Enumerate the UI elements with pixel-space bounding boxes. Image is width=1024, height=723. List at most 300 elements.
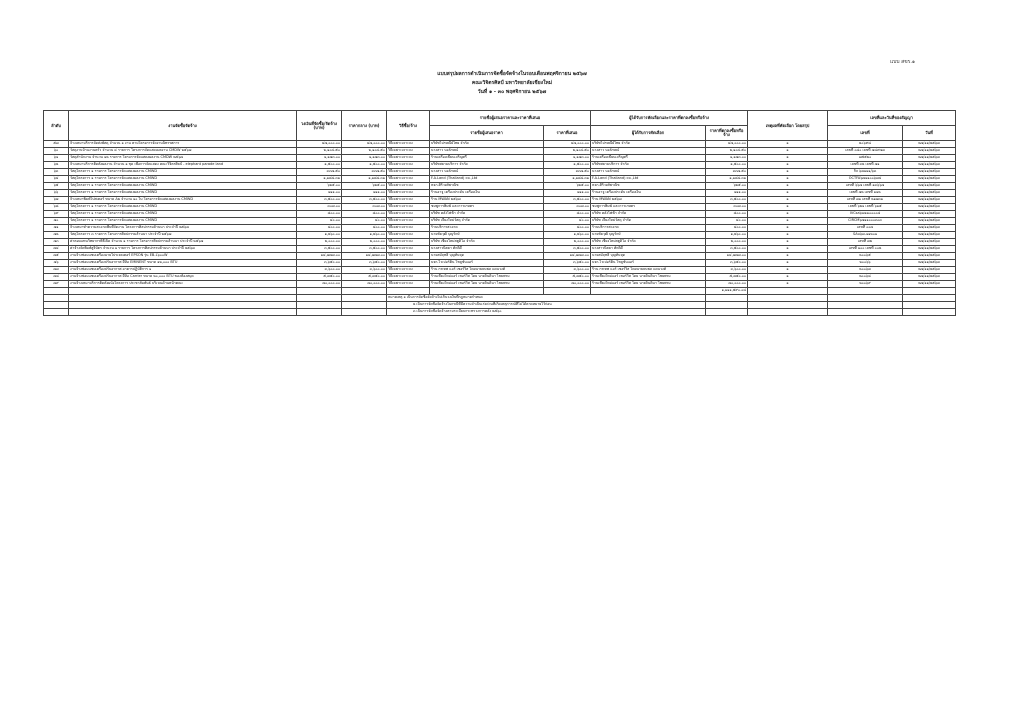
row-contract-date: ๒๗/๑๑/๒๕๖๗ — [903, 253, 956, 260]
row-reason: ๑ — [748, 211, 828, 218]
row-winner: บริษัท เชียงใหม่สตูดิโอ จำกัด — [591, 239, 706, 246]
row-winner: ชมพูการพิมพ์ และการเกษตร — [591, 204, 706, 211]
row-median: ๑๔,๗๗๗.๐๐ — [342, 253, 387, 260]
row-contract-date: ๒๗/๑๑/๒๕๖๗ — [903, 239, 956, 246]
row-budget: ๓,๕๐๐.๐๐ — [297, 246, 342, 253]
row-budget: ๗๐,๐๐๐.๐๐ — [297, 281, 342, 288]
col-header-bidders-group: รายชื่อผู้เสนอราคาและราคาที่เสนอ — [430, 111, 591, 126]
row-bidder: ร้านอาจู เครื่องประดับ เครื่องเงิน — [430, 190, 544, 197]
row-item: จ้างเหมาบริการจัดส่งพัสดุ จำนวน ๑ งาน ตามโครงการจัดงานนิทรรศการ — [69, 141, 297, 148]
row-budget: ๘๐๐.๐๐ — [297, 211, 342, 218]
row-method: วิธีเฉพาะเจาะจง — [387, 183, 430, 190]
procurement-table — [43, 110, 956, 316]
row-median: ๒,๐๐๐.๐๐ — [342, 239, 387, 246]
row-contract-no: ๒๐๖๙๘ — [828, 141, 903, 148]
row-contract-date: ๒๗/๑๑/๒๕๖๗ — [903, 183, 956, 190]
row-item: จ้างเหมาบริการติดตั้งผลงาน จำนวน ๑ ชุด เพื่อการจัดแสดง คณะวิจิตรศิลป์ - elephant parade land — [69, 162, 297, 169]
table-row — [44, 239, 956, 246]
row-no: ๖๙ — [44, 211, 69, 218]
row-winner: ร้านบริการสะอาด — [591, 225, 706, 232]
row-winner: บริษัท เจียงใหม่วัสดุ จำกัด — [591, 218, 706, 225]
row-no: ๖๕ — [44, 183, 69, 190]
row-reason: ๑ — [748, 232, 828, 239]
row-bid-price: ๔๗,๐๐๐.๐๐ — [544, 141, 591, 148]
row-item: วัสดุโครงการ ๑ รายการ โครงการจัดแสดงผลงาน CMWD — [69, 211, 297, 218]
row-winner: บริษัทไปรษณีย์ไทย จำกัด — [591, 141, 706, 148]
row-item: ค่าตอบแทนวิทยากรพิธีเปิด จำนวน ๑ รายการ โครงการศิลปกรรมล้านนา ประจำปี ๒๕๖๗ — [69, 239, 297, 246]
row-contract-no: เลขที่ ๓๒ เลขที่ ๗๑ — [828, 162, 903, 169]
row-winner: ร้าน MWAN ๒๕๖๗ — [591, 197, 706, 204]
table-row — [44, 197, 956, 204]
row-bidder: ร้านเชียงใหม่แอร์ เซอร์วิส โดย นายจินดินา ไชยพรม — [430, 281, 544, 288]
row-item: จ้างเหมาทำความสะอาดพื้นที่จัดงาน โครงการศิลปกรรมล้านนา ประจำปี ๒๕๖๗ — [69, 225, 297, 232]
row-agreed-price: ๑,๑๘๔.๓๑ — [706, 176, 748, 183]
row-contract-no: ๒๐๐๖๖ — [828, 260, 903, 267]
row-contract-date: ๒๗/๑๑/๒๕๖๗ — [903, 211, 956, 218]
notes-row — [44, 295, 956, 302]
table-row — [44, 246, 956, 253]
row-winner: หจก.ศิริวงศ์พาณิช — [591, 183, 706, 190]
row-budget: ๑,๒๖๐.๐๐ — [297, 232, 342, 239]
row-bid-price: ๒,๐๐๐.๐๐ — [544, 239, 591, 246]
row-method: วิธีเฉพาะเจาะจง — [387, 204, 430, 211]
row-no: ๗๑ — [44, 225, 69, 232]
row-item: งานจ้างซ่อมแซมเครื่องปรับอากาศ ยี่ห้อ EMINENT ขนาด ๑๒,๐๐๐ BTU — [69, 260, 297, 267]
row-no: ๗๔ — [44, 246, 69, 253]
row-item: วัสดุโครงการ ๑ รายการ โครงการจัดแสดงผลงาน CMWD — [69, 190, 297, 197]
row-bid-price: ๓,๕๐๐.๐๐ — [544, 197, 591, 204]
row-median: ๒,๑๐๔.๕๐ — [342, 148, 387, 155]
row-bidder: ร้านเครื่องเขียนเจริญศรี — [430, 155, 544, 162]
row-no: ๗๕ — [44, 253, 69, 260]
row-budget: ๓๐๗.๐๐ — [297, 204, 342, 211]
row-reason: ๑ — [748, 162, 828, 169]
row-budget: ๓,๕๐๐.๐๐ — [297, 197, 342, 204]
row-median: ๕,๗๕๐.๐๐ — [342, 274, 387, 281]
row-budget: ๓,๖๐๐.๐๐ — [297, 267, 342, 274]
col-header-budget: วงเงินที่จัดซื้อ/จัดจ้าง (บาท) — [297, 111, 342, 141]
row-budget: ๔๗,๐๐๐.๐๐ — [297, 141, 342, 148]
row-bidder: บริษัท คลังไฟฟ้า จำกัด — [430, 211, 544, 218]
table-row — [44, 281, 956, 288]
col-header-contract-no: เลขที่ — [828, 126, 903, 141]
row-reason: ๑ — [748, 183, 828, 190]
row-contract-date: ๒๗/๑๑/๒๕๖๗ — [903, 246, 956, 253]
row-no: ๖๑ — [44, 155, 69, 162]
row-bidder: บริษัท เชียงใหม่สตูดิโอ จำกัด — [430, 239, 544, 246]
row-winner: บริษัทสยามบริการ จำกัด — [591, 162, 706, 169]
col-header-agreed-price: ราคาที่ตกลงซื้อหรือจ้าง — [706, 126, 748, 141]
row-contract-no: เลขที่ ๗๒ เลขที่ ๑๑๒ — [828, 190, 903, 197]
row-bid-price: ๒,๑๐๔.๕๐ — [544, 148, 591, 155]
row-no: ๖๒ — [44, 162, 69, 169]
row-agreed-price: ๑,๒๖๐.๐๐ — [706, 232, 748, 239]
row-method: วิธีเฉพาะเจาะจง — [387, 267, 430, 274]
row-median: ๓,๕๐๐.๐๐ — [342, 197, 387, 204]
row-agreed-price: ๑๔,๗๗๗.๐๐ — [706, 253, 748, 260]
row-reason: ๑ — [748, 204, 828, 211]
row-budget: ๒,๑๐๔.๕๐ — [297, 148, 342, 155]
row-reason: ๑ — [748, 274, 828, 281]
row-method: วิธีเฉพาะเจาะจง — [387, 281, 430, 288]
row-no: ๖๖ — [44, 190, 69, 197]
row-method: วิธีเฉพาะเจาะจง — [387, 211, 430, 218]
row-agreed-price: ๖๒๕.๐๐ — [706, 183, 748, 190]
table-row — [44, 141, 956, 148]
col-header-bidder-name: รายชื่อผู้เสนอราคา — [430, 126, 544, 141]
row-no: ๗๖ — [44, 260, 69, 267]
row-contract-no: ๒๐๐๖๗ — [828, 267, 903, 274]
row-no: ๖๗ — [44, 197, 69, 204]
row-median: ๓,๕๐๐.๐๐ — [342, 246, 387, 253]
row-agreed-price: ๗๐,๐๐๐.๐๐ — [706, 281, 748, 288]
row-contract-date: ๒๗/๑๑/๒๕๖๗ — [903, 190, 956, 197]
row-budget: ๑๔,๗๗๗.๐๐ — [297, 253, 342, 260]
row-bidder: ชมพูการพิมพ์ และการเกษตร — [430, 204, 544, 211]
row-contract-date: ๒๗/๑๑/๒๕๖๗ — [903, 204, 956, 211]
row-contract-date: ๒๗/๑๑/๒๕๖๗ — [903, 176, 956, 183]
row-contract-date: ๒๗/๑๑/๒๕๖๗ — [903, 260, 956, 267]
row-winner: ร้านอาจู เครื่องประดับ เครื่องเงิน — [591, 190, 706, 197]
row-agreed-price: ๑๑๑.๐๐ — [706, 190, 748, 197]
row-bidder: F.A.Land (Thailand) co.,Ltd — [430, 176, 544, 183]
row-median: ๑,๑๘๔.๓๑ — [342, 176, 387, 183]
row-contract-no: เลขที่ ๗๑ เลขที่ ๒๑๗๓๑ — [828, 197, 903, 204]
row-contract-no: CIRCM๖๗๑๑๐๐๐๓๐๓ — [828, 218, 903, 225]
row-budget: ๓๓๗.๕๐ — [297, 169, 342, 176]
row-contract-no: OCTFA๖๗๑๑๐๐๖๗๔ — [828, 176, 903, 183]
row-item: งานจ้างซ่อมแซมเครื่องฉายโปรเจคเตอร์ EPSON รุ่น EB-L๖๐๐W — [69, 253, 297, 260]
row-median: ๔๐.๐๐ — [342, 218, 387, 225]
row-bidder: ร้าน MWAN ๒๕๖๗ — [430, 197, 544, 204]
row-contract-no: ๗๕๕๒๐ — [828, 155, 903, 162]
row-agreed-price: ๕,๗๕๐.๐๐ — [706, 274, 748, 281]
col-header-contract-date: วันที่ — [903, 126, 956, 141]
table-row — [44, 176, 956, 183]
row-contract-no: เลขที่ ๐๘๐ เลขที่ ๗๘๙๗๗ — [828, 148, 903, 155]
row-item: ค่าจ้างจัดพิมพ์สูจิบัตร จำนวน ๑ รายการ โครงการศิลปกรรมล้านนา ประจำปี ๒๕๖๗ — [69, 246, 297, 253]
note-1: หมายเหตุ ๑ เป็นการจัดซื้อจัดจ้างไม่เกินวงเงินที่กฎหมายกำหนด — [387, 295, 706, 302]
col-header-winner-name: ผู้ได้รับการคัดเลือก — [591, 126, 706, 141]
row-median: ๓๐๗.๐๐ — [342, 204, 387, 211]
row-bid-price: ๑,๒๖๐.๐๐ — [544, 232, 591, 239]
table-row — [44, 162, 956, 169]
row-reason: ๑ — [748, 281, 828, 288]
row-agreed-price: ๘๐๐.๐๐ — [706, 211, 748, 218]
row-contract-no: ๒๐๐๖๕ — [828, 253, 903, 260]
row-no: ๗๘ — [44, 274, 69, 281]
row-winner: ร้านเชียงใหม่แอร์ เซอร์วิส โดย นายจินดินา ไชยพรม — [591, 281, 706, 288]
row-median: ๑๑๑.๐๐ — [342, 190, 387, 197]
row-agreed-price: ๑,๑๗๓.๐๐ — [706, 155, 748, 162]
row-median: ๑,๒๖๐.๐๐ — [342, 232, 387, 239]
row-bidder: นางสาวนิตยา ศักดิ์ดี — [430, 246, 544, 253]
row-agreed-price: ๔๗,๐๐๐.๐๐ — [706, 141, 748, 148]
row-no: ๗๐ — [44, 218, 69, 225]
table-row — [44, 183, 956, 190]
row-agreed-price: ๓๐๗.๐๐ — [706, 204, 748, 211]
row-winner: ร้านเครื่องเขียนเจริญศรี — [591, 155, 706, 162]
table-body — [44, 141, 956, 288]
row-reason: ๑ — [748, 197, 828, 204]
row-agreed-price: ๔๐๐.๐๐ — [706, 225, 748, 232]
row-contract-date: ๒๗/๑๑/๒๕๖๗ — [903, 141, 956, 148]
notes-row — [44, 302, 956, 309]
row-winner: นางสาว นงลักษณ์ — [591, 148, 706, 155]
row-item: จ้างเหมาพิมพ์โปสเตอร์ ขนาด A๒ จำนวน ๑๐ ใบ โครงการจัดแสดงผลงาน CMWD — [69, 197, 297, 204]
row-no: ๗๗ — [44, 267, 69, 274]
row-winner: บจก.ไวเปอร์คิน โซลูชั่นแอร์ — [591, 260, 706, 267]
row-reason: ๑ — [748, 190, 828, 197]
row-method: วิธีเฉพาะเจาะจง — [387, 148, 430, 155]
row-contract-no: ๒๐๐๖๘ — [828, 274, 903, 281]
row-bidder: นางสาว นงลักษณ์ — [430, 169, 544, 176]
row-median: ๓,๖๕๐.๐๐ — [342, 260, 387, 267]
row-median: ๔๗,๐๐๐.๐๐ — [342, 141, 387, 148]
row-contract-no: เลขที่ ๖๒๑ เลขที่ ๖๑๕ — [828, 204, 903, 211]
row-bid-price: ๑,๑๗๓.๐๐ — [544, 155, 591, 162]
table-row — [44, 169, 956, 176]
table-row — [44, 148, 956, 155]
row-bidder: ร้านบริการสะอาด — [430, 225, 544, 232]
row-item: วัสดุโครงการ ๑ รายการ โครงการจัดแสดงผลงาน CMWD — [69, 176, 297, 183]
table-row — [44, 260, 956, 267]
row-method: วิธีเฉพาะเจาะจง — [387, 197, 430, 204]
row-method: วิธีเฉพาะเจาะจง — [387, 218, 430, 225]
row-reason: ๑ — [748, 225, 828, 232]
row-no: ๖๔ — [44, 176, 69, 183]
row-bid-price: ๘๐๐.๐๐ — [544, 211, 591, 218]
report-title: แบบสรุปผลการดำเนินการจัดซื้อจัดจ้างในรอบเดือนพฤศจิกายน ๒๕๖๗ — [437, 71, 587, 77]
row-agreed-price: ๒,๐๐๐.๐๐ — [706, 239, 748, 246]
row-bid-price: ๗๐,๐๐๐.๐๐ — [544, 281, 591, 288]
table-row — [44, 211, 956, 218]
table-row — [44, 190, 956, 197]
table-row — [44, 204, 956, 211]
row-contract-date: ๒๗/๑๑/๒๕๖๗ — [903, 148, 956, 155]
row-contract-date: ๒๗/๑๑/๒๕๖๗ — [903, 197, 956, 204]
row-bid-price: ๑,๕๐๐.๐๐ — [544, 162, 591, 169]
total-amount: ๑,๑๑๑,๕๙๐.๐๘ — [706, 288, 748, 295]
notes-row — [44, 309, 956, 316]
report-period: วันที่ ๑ - ๓๐ พฤศจิกายน ๒๕๖๗ — [477, 89, 547, 95]
row-median: ๘๐๐.๐๐ — [342, 211, 387, 218]
row-agreed-price: ๑,๕๐๐.๐๐ — [706, 162, 748, 169]
row-item: วัสดุโครงการ ๑ รายการ โครงการจัดแสดงผลงาน CMWD — [69, 183, 297, 190]
row-contract-date: ๒๗/๑๑/๒๕๖๗ — [903, 232, 956, 239]
row-method: วิธีเฉพาะเจาะจง — [387, 253, 430, 260]
row-contract-date: ๒๗/๑๑/๒๕๖๗ — [903, 225, 956, 232]
row-budget: ๕,๗๕๐.๐๐ — [297, 274, 342, 281]
row-agreed-price: ๓,๕๐๐.๐๐ — [706, 246, 748, 253]
note-2: ๒ เป็นการจัดซื้อจัดจ้างในกรณีที่มีความจำเป็นเร่งด่วนที่เกิดเหตุการณ์ที่ไม่ได้คาดหมายไว้ก่อน — [387, 302, 706, 309]
row-item: วัสดุโครงการ ๑ รายการ โครงการจัดแสดงผลงาน CMWD — [69, 204, 297, 211]
row-method: วิธีเฉพาะเจาะจง — [387, 239, 430, 246]
row-budget: ๓,๖๕๐.๐๐ — [297, 260, 342, 267]
row-bid-price: ๓,๕๐๐.๐๐ — [544, 246, 591, 253]
row-method: วิธีเฉพาะเจาะจง — [387, 274, 430, 281]
row-bidder: หจก.ศิริวงศ์พาณิช — [430, 183, 544, 190]
row-no: ๗๙ — [44, 281, 69, 288]
total-row — [44, 288, 956, 295]
col-header-contract-group: เลขที่และวันที่ของสัญญา — [828, 111, 956, 126]
row-reason: ๑ — [748, 267, 828, 274]
col-header-method: วิธีซื้อ/จ้าง — [387, 111, 430, 141]
row-winner: นายสมัฤทธิ์ บุญทันหุด — [591, 253, 706, 260]
row-contract-date: ๒๗/๑๑/๒๕๖๗ — [903, 218, 956, 225]
col-header-winner-group: ผู้ได้รับการคัดเลือกและราคาที่ตกลงซื้อหรือจ้าง — [591, 111, 748, 126]
row-item: วัสดุงานบ้านงานครัว จำนวน ๔ รายการ โครงการจัดแสดงผลงาน CMDW ๒๕๖๗ — [69, 148, 297, 155]
table-row — [44, 232, 956, 239]
row-contract-date: ๒๗/๑๑/๒๕๖๗ — [903, 155, 956, 162]
row-no: ๗๒ — [44, 232, 69, 239]
row-winner: นายชัยวุฒิ บุญรักษ์ — [591, 232, 706, 239]
row-median: ๔๐๐.๐๐ — [342, 225, 387, 232]
row-item: งานจ้างเหมาบริการติดตั้งผนังโครงการ ประชาสัมพันธ์ บริเวณด้านหน้าคณะ — [69, 281, 297, 288]
row-contract-no: เลขที่ ๐๐๗ — [828, 225, 903, 232]
row-method: วิธีเฉพาะเจาะจง — [387, 155, 430, 162]
row-contract-date: ๒๗/๑๑/๒๕๖๗ — [903, 274, 956, 281]
row-no: ๕๗ — [44, 141, 69, 148]
table-row — [44, 274, 956, 281]
row-no: ๗๓ — [44, 239, 69, 246]
col-header-no: ลำดับ — [44, 111, 69, 141]
row-agreed-price: ๓,๖๐๐.๐๐ — [706, 267, 748, 274]
row-method: วิธีเฉพาะเจาะจง — [387, 141, 430, 148]
row-bid-price: ๑๔,๗๗๗.๐๐ — [544, 253, 591, 260]
row-no: ๖๐ — [44, 148, 69, 155]
row-contract-no: SAบ๖๗-๑๑๒๐๑ — [828, 232, 903, 239]
row-bid-price: ๑๑๑.๐๐ — [544, 190, 591, 197]
col-header-bid-price: ราคาที่เสนอ — [544, 126, 591, 141]
row-agreed-price: ๔๐.๐๐ — [706, 218, 748, 225]
row-bid-price: ๓๐๗.๐๐ — [544, 204, 591, 211]
row-budget: ๖๒๕.๐๐ — [297, 183, 342, 190]
row-bid-price: ๓,๖๕๐.๐๐ — [544, 260, 591, 267]
row-method: วิธีเฉพาะเจาะจง — [387, 176, 430, 183]
row-bid-price: ๑,๑๘๔.๓๑ — [544, 176, 591, 183]
table-row — [44, 218, 956, 225]
row-method: วิธีเฉพาะเจาะจง — [387, 169, 430, 176]
table-row — [44, 225, 956, 232]
row-budget: ๑,๑๘๔.๓๑ — [297, 176, 342, 183]
row-bid-price: ๔๐๐.๐๐ — [544, 225, 591, 232]
row-winner: บริษัท คลังไฟฟ้า จำกัด — [591, 211, 706, 218]
row-reason: ๑ — [748, 246, 828, 253]
row-agreed-price: ๓,๕๐๐.๐๐ — [706, 197, 748, 204]
row-bidder: บริษัทไปรษณีย์ไทย จำกัด — [430, 141, 544, 148]
row-winner: ร้าน กรเทพ แอร์ เซอร์วิส โดยนายธนพล แดนวงศ์ — [591, 267, 706, 274]
row-item: งานจ้างซ่อมแซมเครื่องปรับอากาศ ยี่ห้อ Carrier ขนาด ๒๐,๐๐๐ BTU ของห้องสมุด — [69, 274, 297, 281]
row-bid-price: ๓,๖๐๐.๐๐ — [544, 267, 591, 274]
row-method: วิธีเฉพาะเจาะจง — [387, 190, 430, 197]
table-row — [44, 155, 956, 162]
row-reason: ๑ — [748, 260, 828, 267]
row-bidder: ร้านเชียงใหม่แอร์ เซอร์วิส โดย นายจินดินา ไชยพรม — [430, 274, 544, 281]
row-contract-date: ๒๗/๑๑/๒๕๖๗ — [903, 162, 956, 169]
note-3: ๓ เป็นการจัดซื้อจัดจ้างตามระเบียบกระทรวงการคลัง ๒๕๖๐ — [387, 309, 706, 316]
row-median: ๓,๖๐๐.๐๐ — [342, 267, 387, 274]
row-budget: ๑๑๑.๐๐ — [297, 190, 342, 197]
row-method: วิธีเฉพาะเจาะจง — [387, 232, 430, 239]
row-budget: ๒,๐๐๐.๐๐ — [297, 239, 342, 246]
row-budget: ๔๐.๐๐ — [297, 218, 342, 225]
row-bidder: นายสมัฤทธิ์ บุญทันหุด — [430, 253, 544, 260]
row-contract-no: เลขที่ ๗๒ — [828, 239, 903, 246]
row-contract-no: ๒๐๐๖๙ — [828, 281, 903, 288]
row-budget: ๔๐๐.๐๐ — [297, 225, 342, 232]
row-median: ๑,๕๐๐.๐๐ — [342, 162, 387, 169]
row-reason: ๑ — [748, 253, 828, 260]
row-winner: นางสาวนิตยา ศักดิ์ดี — [591, 246, 706, 253]
col-header-reason: เหตุผลที่คัดเลือก โดยสรุป — [748, 111, 828, 141]
row-contract-no: เลขที่ ๖๖๗ เลขที่ ๑๓๖๖๗ — [828, 183, 903, 190]
row-item: งานจ้างซ่อมแซมเครื่องปรับอากาศ อาคารปฏิบัติการ ๑ — [69, 267, 297, 274]
report-faculty: คณะวิจิตรศิลป์ มหาวิทยาลัยเชียงใหม่ — [471, 80, 553, 86]
row-contract-no: IVCsa๖๗๑๑๐๐๐๐๘ — [828, 211, 903, 218]
row-winner: ร้านเชียงใหม่แอร์ เซอร์วิส โดย นายจินดินา ไชยพรม — [591, 274, 706, 281]
row-method: วิธีเฉพาะเจาะจง — [387, 225, 430, 232]
row-median: ๑,๑๗๓.๐๐ — [342, 155, 387, 162]
row-agreed-price: ๓๓๗.๕๐ — [706, 169, 748, 176]
row-bid-price: ๓๓๗.๕๐ — [544, 169, 591, 176]
row-method: วิธีเฉพาะเจาะจง — [387, 162, 430, 169]
row-agreed-price: ๓,๖๕๐.๐๐ — [706, 260, 748, 267]
table-row — [44, 253, 956, 260]
row-item: วัสดุโครงการ ๑ รายการ โครงการจัดแสดงผลงาน CMWD — [69, 169, 297, 176]
row-bidder: บริษัท เจียงใหม่วัสดุ จำกัด — [430, 218, 544, 225]
row-bid-price: ๔๐.๐๐ — [544, 218, 591, 225]
row-bidder: นางสาว นงลักษณ์ — [430, 148, 544, 155]
row-reason: ๑ — [748, 155, 828, 162]
row-winner: F.A.Land (Thailand) co.,Ltd — [591, 176, 706, 183]
row-bidder: ร้าน กรเทพ แอร์ เซอร์วิส โดยนายธนพล แดนวงศ์ — [430, 267, 544, 274]
row-bid-price: ๕,๗๕๐.๐๐ — [544, 274, 591, 281]
row-reason: ๑ — [748, 176, 828, 183]
row-reason: ๑ — [748, 218, 828, 225]
row-contract-no: เลขที่ ๑๐๐ เลขที่ ๐๐๒ — [828, 246, 903, 253]
row-contract-date: ๒๗/๑๑/๒๕๖๗ — [903, 267, 956, 274]
row-bidder: บริษัทสยามบริการ จำกัด — [430, 162, 544, 169]
row-bid-price: ๖๒๕.๐๐ — [544, 183, 591, 190]
table-row — [44, 267, 956, 274]
row-method: วิธีเฉพาะเจาะจง — [387, 260, 430, 267]
row-reason: ๑ — [748, 239, 828, 246]
row-method: วิธีเฉพาะเจาะจง — [387, 246, 430, 253]
col-header-median: ราคากลาง (บาท) — [342, 111, 387, 141]
row-contract-date: ๒๗/๑๑/๒๕๖๗ — [903, 169, 956, 176]
row-reason: ๑ — [748, 148, 828, 155]
row-agreed-price: ๒,๑๐๔.๕๐ — [706, 148, 748, 155]
row-budget: ๑,๑๗๓.๐๐ — [297, 155, 342, 162]
row-no: ๖๓ — [44, 169, 69, 176]
row-median: ๖๒๕.๐๐ — [342, 183, 387, 190]
row-bidder: บจก.ไวเปอร์คิน โซลูชั่นแอร์ — [430, 260, 544, 267]
row-item: วัสดุโครงการ ๓ รายการ โครงการศิลปกรรมล้านนา ประจำปี ๒๕๖๗ — [69, 232, 297, 239]
row-median: ๗๐,๐๐๐.๐๐ — [342, 281, 387, 288]
row-no: ๖๘ — [44, 204, 69, 211]
row-budget: ๑,๕๐๐.๐๐ — [297, 162, 342, 169]
row-item: วัสดุโครงการ ๑ รายการ โครงการจัดแสดงผลงาน CMWD — [69, 218, 297, 225]
row-median: ๓๓๗.๕๐ — [342, 169, 387, 176]
row-reason: ๑ — [748, 141, 828, 148]
row-contract-no: กิจ ๖๗๑๑๑/๖๓ — [828, 169, 903, 176]
row-bidder: นายชัยวุฒิ บุญรักษ์ — [430, 232, 544, 239]
row-winner: นางสาว นงลักษณ์ — [591, 169, 706, 176]
form-code: แบบ สขร.๑ — [890, 59, 916, 65]
row-contract-date: ๒๗/๑๑/๒๕๖๗ — [903, 281, 956, 288]
row-item: วัสดุสำนักงาน จำนวน ๑๒ รายการ โครงการจัดแสดงผลงาน CMDW ๒๕๖๗ — [69, 155, 297, 162]
